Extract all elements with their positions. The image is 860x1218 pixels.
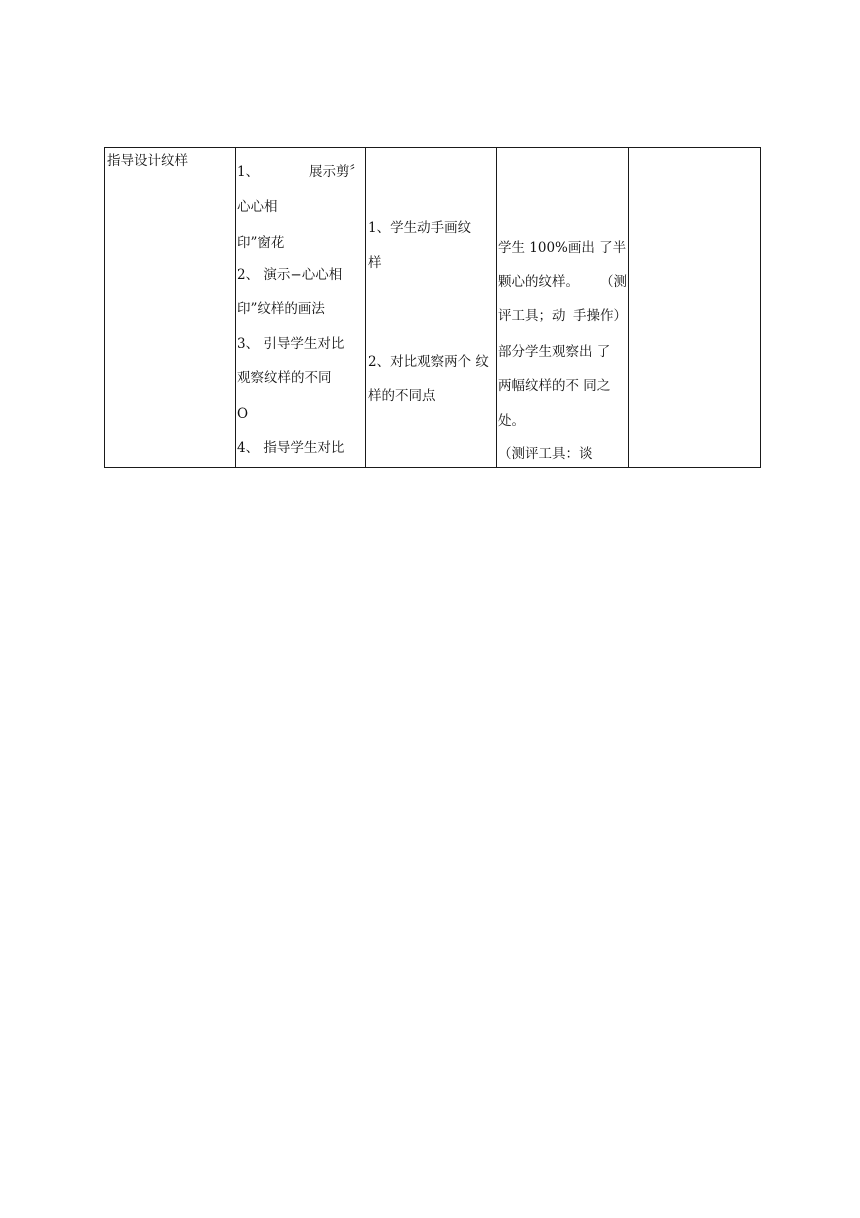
assessment-line-2-right: （测 — [600, 274, 627, 290]
assessment-line-3-right: 手操作） — [573, 308, 627, 324]
table-cell-notes — [629, 148, 761, 468]
student-step-1-line-1: 1、学生动手画纹 — [368, 220, 472, 236]
assessment-line-3-left: 评工具；动 — [498, 308, 566, 324]
teacher-step-4-line-1: 4、 指导学生对比 — [237, 440, 345, 456]
student-step-2-line-1: 2、对比观察两个 纹 — [368, 354, 489, 370]
student-step-1-line-2: 样 — [368, 255, 382, 271]
lesson-plan-table — [104, 147, 761, 468]
assessment-line-5: 两幅纹样的不 同之 — [498, 378, 611, 394]
teacher-step-1-number: 1、 — [237, 164, 260, 180]
teacher-step-3-line-3: O — [237, 406, 249, 422]
teacher-step-1-line-1 — [237, 162, 363, 182]
assessment-line-2 — [498, 272, 627, 292]
assessment-line-7: （测评工具：谈 — [498, 446, 593, 462]
teacher-step-1-line-3: 印”窗花 — [237, 235, 285, 251]
teacher-step-3-line-1: 3、 引导学生对比 — [237, 336, 345, 352]
table-cell-student-activity — [366, 148, 497, 468]
assessment-line-1: 学生 100%画出 了半 — [498, 240, 627, 256]
teacher-step-3-line-2: 观察纹样的不同 — [237, 370, 332, 386]
teacher-step-2-line-2: 印”纹样的画法 — [237, 301, 325, 317]
assessment-line-6: 处。 — [498, 413, 525, 429]
student-step-2-line-2: 样的不同点 — [368, 388, 436, 404]
activity-title: 指导设计纹样 — [107, 153, 188, 169]
assessment-line-3 — [498, 306, 627, 326]
assessment-line-4: 部分学生观察出 了 — [498, 344, 611, 360]
teacher-step-1-line-2: 心心相 — [237, 199, 278, 215]
teacher-step-1-text: 展示剪〞 — [309, 164, 363, 180]
teacher-step-2-line-1: 2、 演示−心心相 — [237, 267, 343, 283]
table-cell-teacher-activity — [236, 148, 366, 468]
table-cell-activity — [105, 148, 236, 468]
assessment-line-2-left: 颗心的纹样。 — [498, 274, 579, 290]
table-row — [105, 148, 761, 468]
table-cell-assessment — [497, 148, 629, 468]
